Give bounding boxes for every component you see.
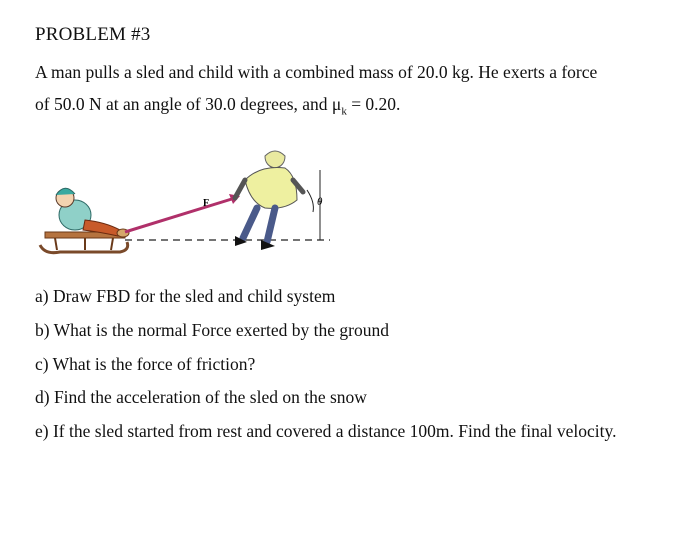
child-figure [56, 188, 129, 237]
angle-arc [307, 190, 313, 212]
sled-illustration [35, 150, 335, 260]
mu-subscript: k [341, 105, 347, 118]
problem-statement-line-2 [35, 93, 675, 123]
statement-text-after-mu: = 0.20. [346, 94, 401, 114]
sled-diagram-svg [35, 150, 335, 260]
problem-title: PROBLEM #3 [35, 24, 151, 45]
mu-symbol: μ [331, 94, 342, 114]
question-d: d) Find the acceleration of the sled on the snow [35, 387, 367, 407]
force-label: F [203, 198, 210, 209]
pull-force-arrow [125, 198, 235, 232]
angle-label: θ [317, 196, 323, 208]
kinetic-friction-coefficient-symbol [331, 94, 347, 118]
problem-statement-line-1: A man pulls a sled and child with a combined mass of 20.0 kg. He exerts a force [35, 62, 598, 82]
man-figure [235, 151, 303, 250]
question-e: e) If the sled started from rest and covered a distance 100m. Find the final velocity. [35, 421, 617, 441]
question-c: c) What is the force of friction? [35, 354, 256, 374]
question-a: a) Draw FBD for the sled and child system [35, 286, 336, 306]
statement-text-before-mu: of 50.0 N at an angle of 30.0 degrees, and [35, 94, 332, 114]
question-b: b) What is the normal Force exerted by the ground [35, 320, 389, 340]
